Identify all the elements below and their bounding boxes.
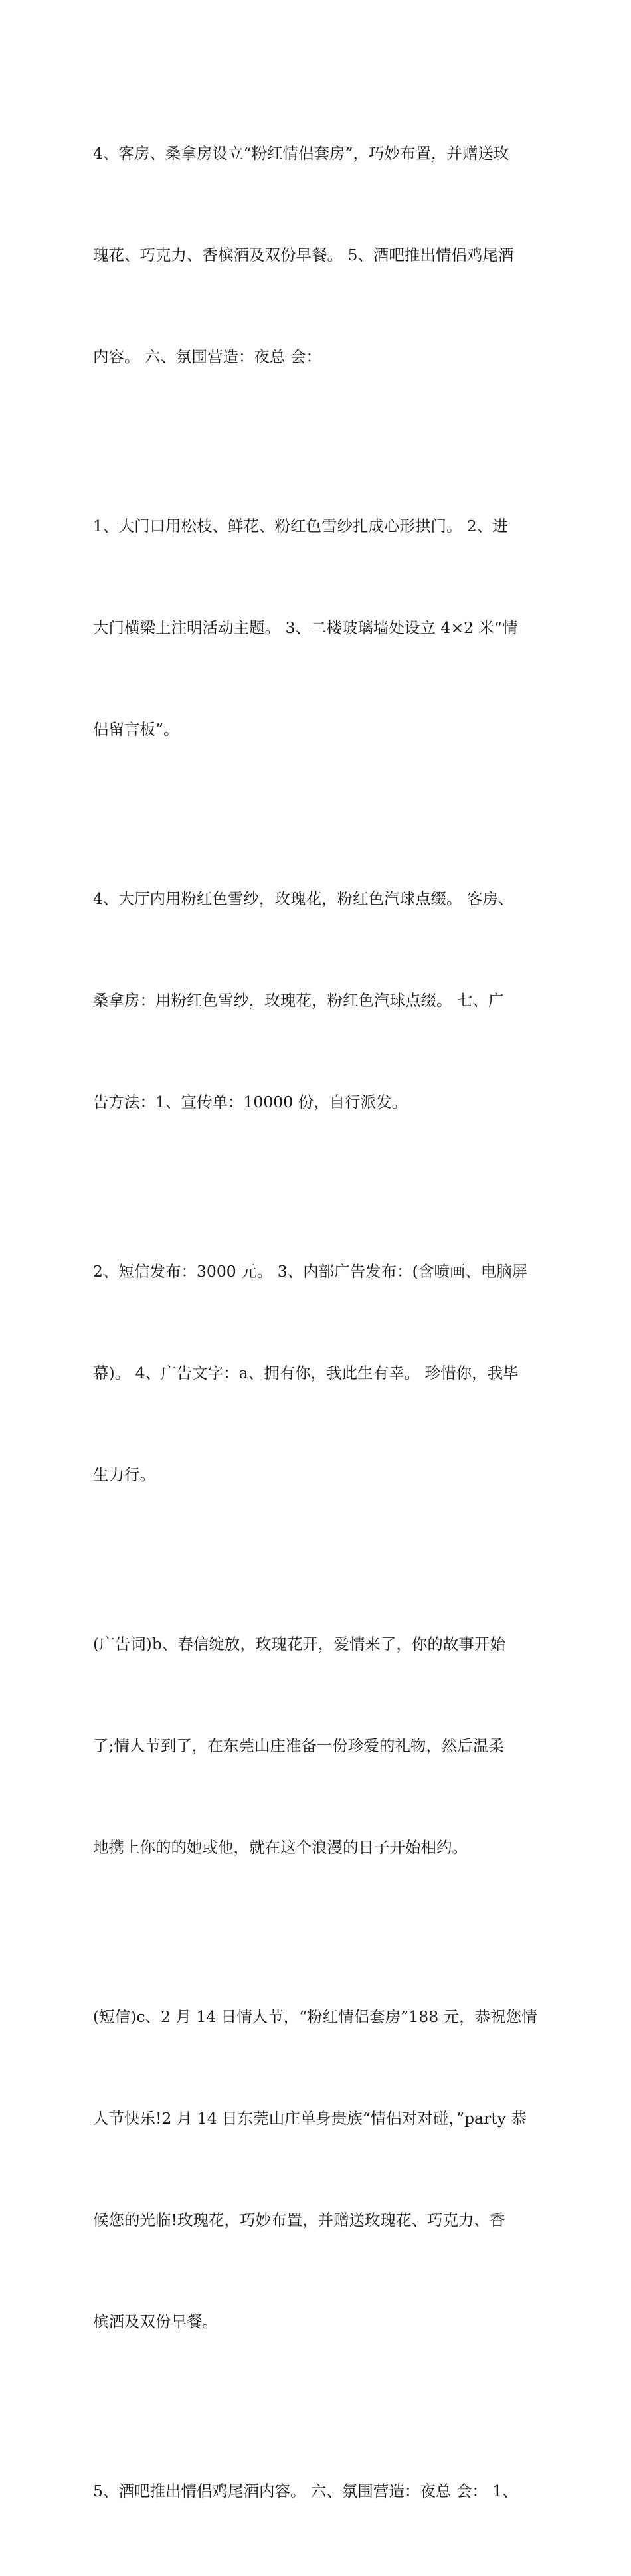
- paragraph-2: [93, 442, 545, 814]
- text-line: 幕)。 4、广告文字：a、拥有你，我此生有幸。 珍惜你，我毕: [93, 1364, 519, 1382]
- text-line: 侣留言板”。: [93, 720, 179, 739]
- text-line: 4、客房、桑拿房设立“粉红情侣套房”，巧妙布置，并赠送玫: [93, 144, 509, 163]
- text-line: 4、大厅内用粉红色雪纱，玫瑰花，粉红色汽球点缀。 客房、: [93, 889, 514, 908]
- text-line: (广告词)b、春信绽放，玫瑰花开，爱情来了，你的故事开始: [93, 1635, 505, 1653]
- paragraph-4: [93, 1187, 545, 1560]
- text-line: 候您的光临!玫瑰花，巧妙布置，并赠送玫瑰花、巧克力、香: [93, 2211, 505, 2229]
- text-line: 大门横梁上注明活动主题。 3、二楼玻璃墙处设立 4×2 米“情: [93, 618, 518, 637]
- text-line: 人节快乐!2 月 14 日东莞山庄单身贵族“情侣对对碰，”party 恭: [93, 2109, 527, 2128]
- text-line: 告方法：1、宣传单：10000 份，自行派发。: [93, 1093, 408, 1111]
- text-line: 槟酒及双份早餐。: [93, 2312, 218, 2331]
- text-line: 内容。 六、氛围营造：夜总 会：: [93, 347, 321, 366]
- text-line: 桑拿房：用粉红色雪纱，玫瑰花，粉红色汽球点缀。 七、广: [93, 991, 504, 1010]
- text-line: 瑰花、巧克力、香槟酒及双份早餐。 5、酒吧推出情侣鸡尾酒: [93, 246, 514, 264]
- paragraph-1: [93, 69, 545, 442]
- paragraph-7: [93, 2407, 545, 2576]
- paragraph-3: [93, 814, 545, 1187]
- text-line: 2、短信发布：3000 元。 3、内部广告发布：(含喷画、电脑屏: [93, 1262, 528, 1281]
- text-line: 生力行。: [93, 1465, 155, 1484]
- paragraph-5: [93, 1560, 545, 1932]
- text-line: 1、大门口用松枝、鲜花、粉红色雪纱扎成心形拱门。 2、进: [93, 517, 508, 535]
- text-line: 5、酒吧推出情侣鸡尾酒内容。 六、氛围营造：夜总 会： 1、: [93, 2482, 518, 2500]
- text-line: 了;情人节到了，在东莞山庄准备一份珍爱的礼物，然后温柔: [93, 1736, 504, 1755]
- text-line: 地携上你的的她或他，就在这个浪漫的日子开始相约。: [93, 1838, 468, 1857]
- text-line: (短信)c、2 月 14 日情人节，“粉红情侣套房”188 元，恭祝您情: [93, 2007, 537, 2026]
- document-body: [93, 69, 545, 2576]
- paragraph-6: [93, 1932, 545, 2407]
